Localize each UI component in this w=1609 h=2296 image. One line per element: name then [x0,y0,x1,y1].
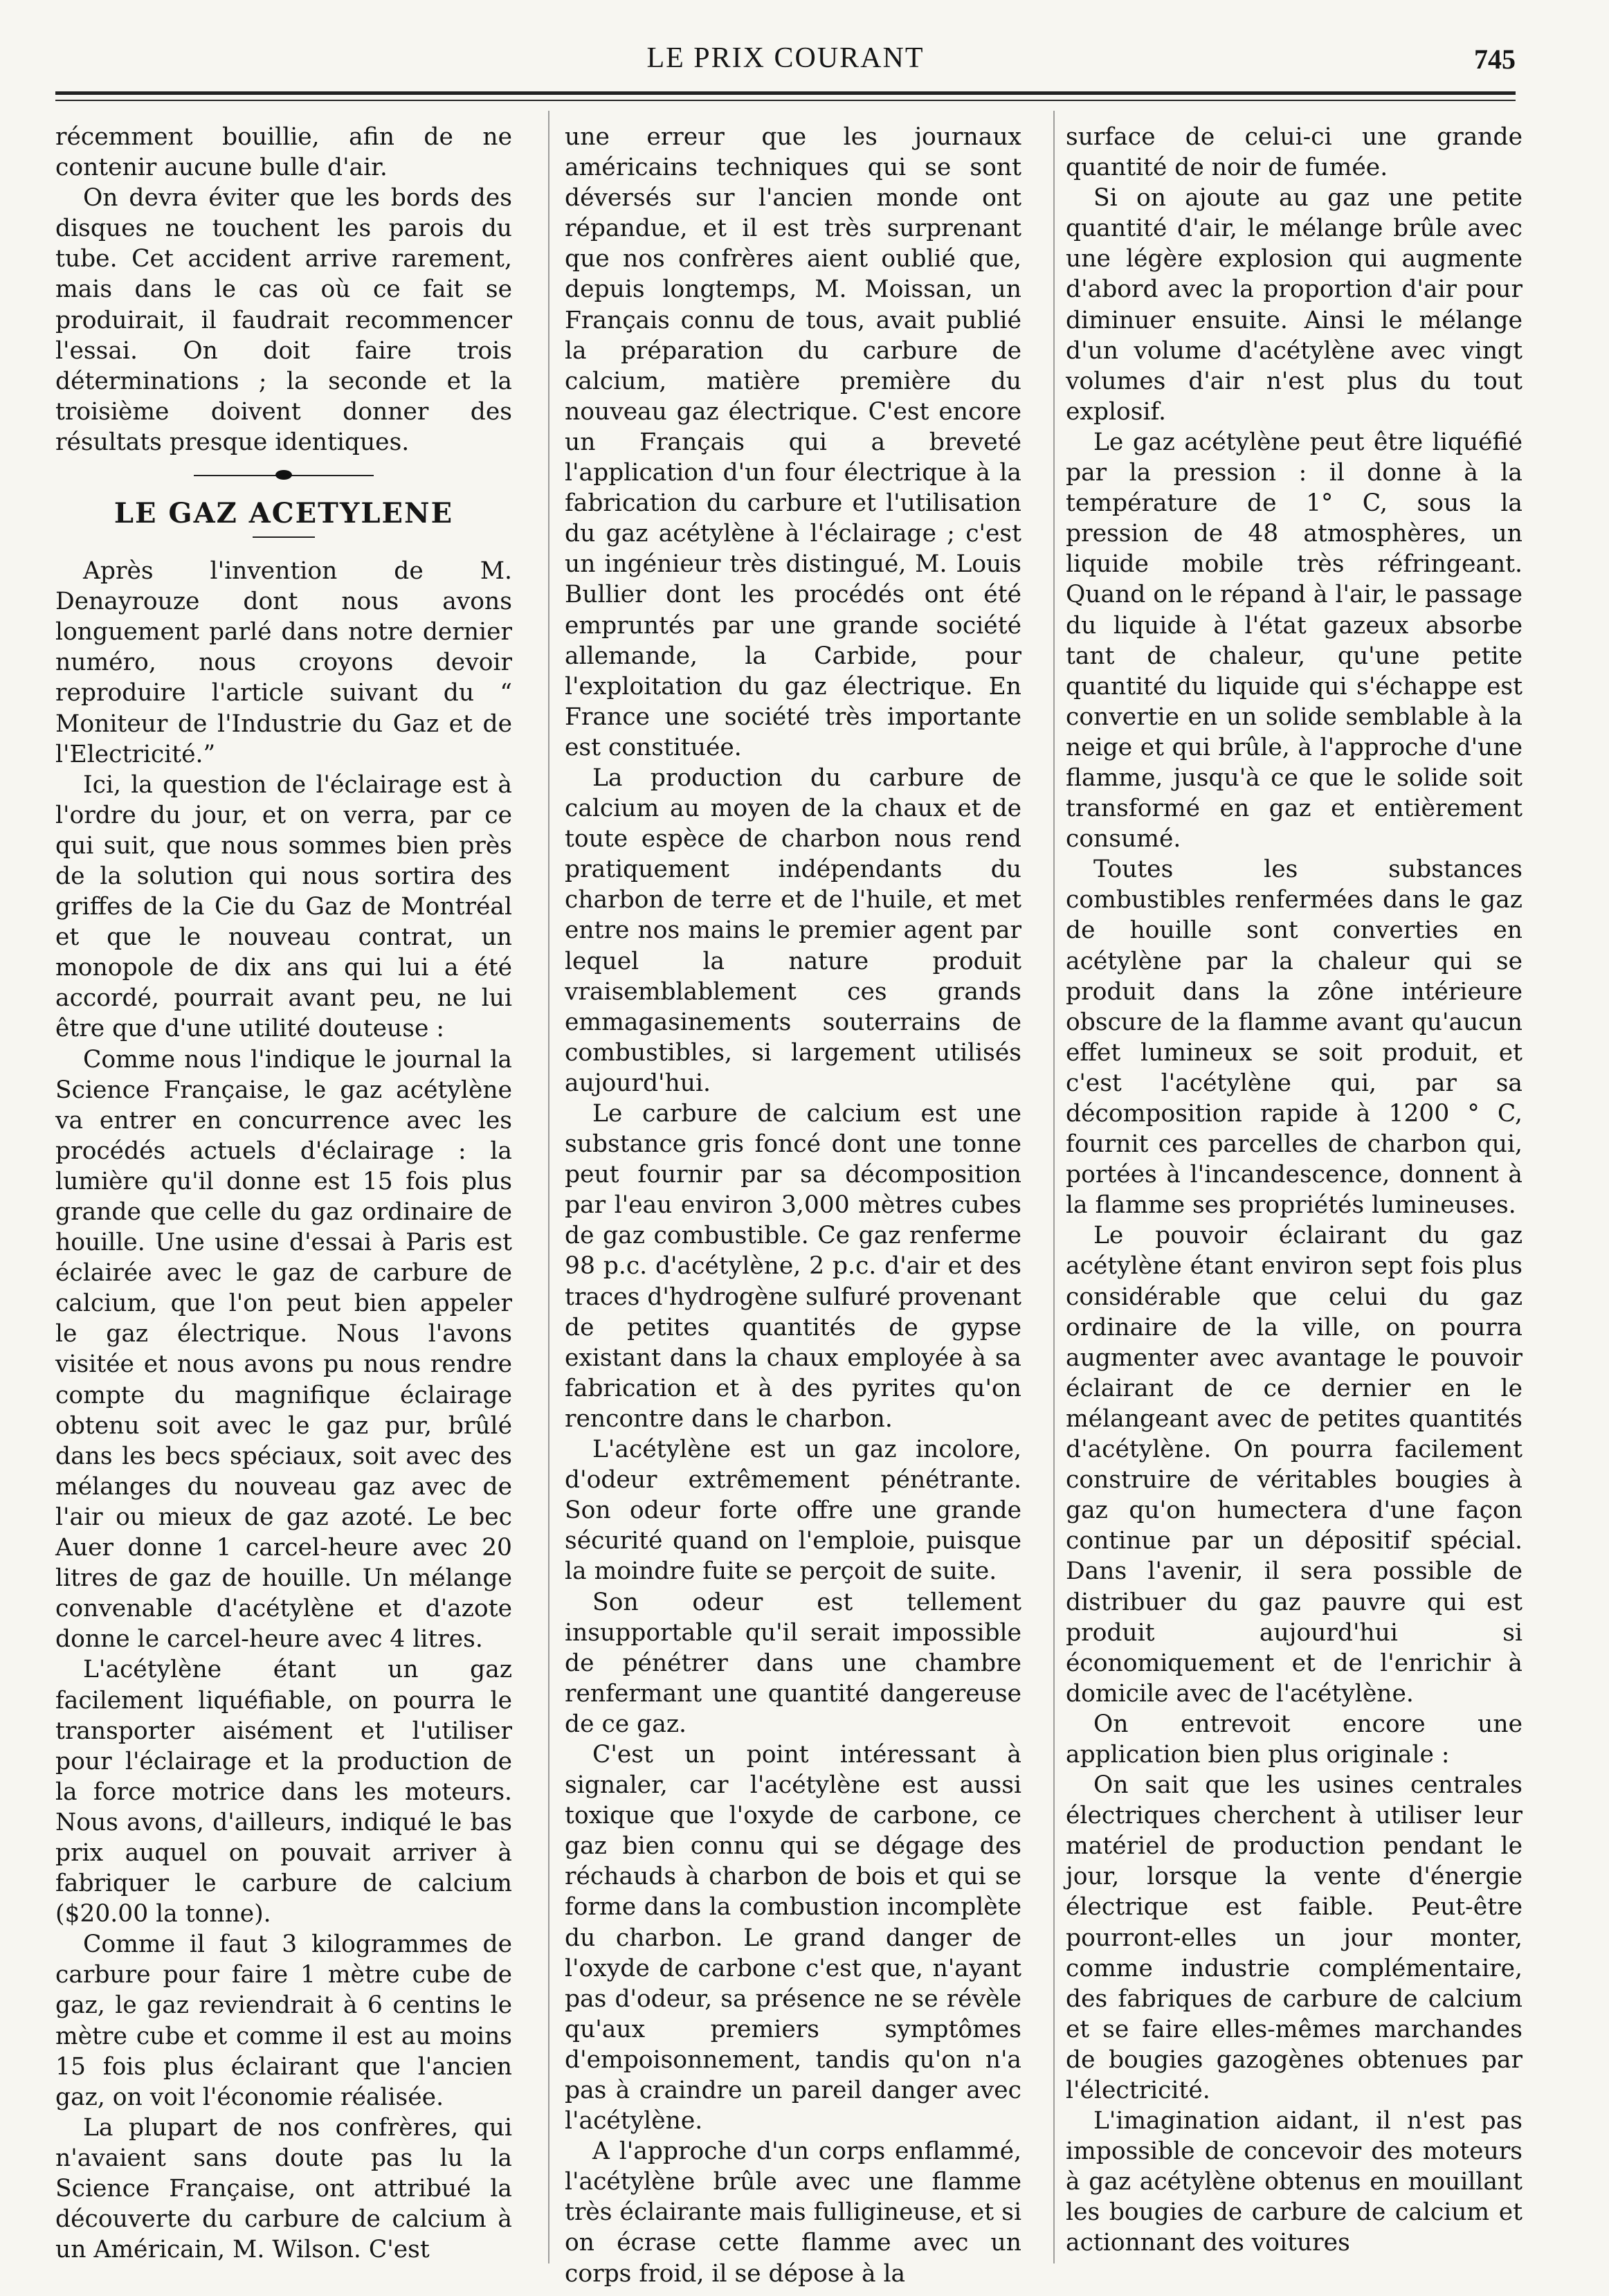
paragraph: surface de celui-ci une grande quantité de noir de fumée. [1066,123,1522,182]
page-number: 745 [1474,44,1516,75]
paragraph: L'acétylène étant un gaz facilement liquéfiable, on pourra le transporter aisément et l'utiliser pour l'éclairage et la production de la force motrice dans les moteurs. Nous avons, d'ailleurs, indiqué le bas prix auquel on pouvait arriver à fabriquer le carbure de calcium ($20.00 la tonne). [55,1656,512,1928]
paragraph: Si on ajoute au gaz une petite quantité d'air, le mélange brûle avec une légère explosion qui augmente d'abord avec la proportion d'air pour diminuer ensuite. Ainsi le mélange d'un volume d'acétylène avec vingt volumes d'air n'est plus du tout explosif. [1066,184,1522,426]
paragraph: Ici, la question de l'éclairage est à l'ordre du jour, et on verra, par ce qui suit, que nous sommes bien près de la solution qui nous sortira des griffes de la Cie du Gaz de Montréal et que le nouveau contrat, un monopole de dix ans qui lui a été accordé, pourrait avant peu, ne lui être que d'une utilité douteuse : [55,770,512,1043]
paragraph: On entrevoit encore une application bien plus originale : [1066,1710,1522,1769]
header-rule-thick [55,91,1516,95]
paragraph: L'imagination aidant, il n'est pas impossible de concevoir des moteurs à gaz acétylène obtenus en mouillant les bougies de carbure de calcium et actionnant des voitures [1066,2107,1522,2257]
paragraph: On sait que les usines centrales électriques cherchent à utiliser leur matériel de production pendant le jour, lorsque la vente d'énergie électrique est faible. Peut-être pourront-elles un jour monter, comme industrie complémentaire, des fabriques de carbure de calcium et se faire elles-mêmes marchandes de bougies gazogènes obtenues par l'électricité. [1066,1771,1522,2104]
column-1 [55,122,512,2264]
paragraph: Toutes les substances combustibles renfermées dans le gaz de houille sont converties en acétylène par la chaleur qui se produit dans la zône intérieure obscure de la flamme avant qu'aucun effet lumineux se soit produit, et c'est l'acétylène qui, par sa décomposition rapide à 1200 ° C, fournit ces parcelles de charbon qui, portées à l'incandescence, donnent à la flamme ses propriétés lumineuses. [1066,856,1522,1220]
column-divider [548,111,549,2263]
paragraph: Comme nous l'indique le journal la Science Française, le gaz acétylène va entrer en concurrence avec les procédés actuels d'éclairage : la lumière qu'il donne est 15 fois plus grande que celle du gaz ordinaire de houille. Une usine d'essai à Paris est éclairée avec le gaz de carbure de calcium, que l'on peut bien appeler le gaz électrique. Nous l'avons visitée et nous avons pu nous rendre compte du magnifique éclairage obtenu soit avec le gaz pur, brûlé dans les becs spéciaux, soit avec des mélanges du nouveau gaz avec de l'air ou mieux de gaz azoté. Le bec Auer donne 1 carcel-heure avec 20 litres de gaz de houille. Un mélange convenable d'acétylène et d'azote donne le carcel-heure avec 4 litres. [55,1045,512,1654]
section-ornament [55,458,512,492]
ornament-dot [275,470,292,480]
paragraph: On devra éviter que les bords des disques ne touchent les parois du tube. Cet accident arrive rarement, mais dans le cas où ce fait se produirait, il faudrait recommencer l'essai. On doit faire trois déterminations ; la seconde et la troisième doivent donner des résultats presque identiques. [55,184,512,456]
page-header [55,42,1516,83]
running-title: LE PRIX COURANT [646,42,925,74]
paragraph: récemment bouillie, afin de ne contenir aucune bulle d'air. [55,123,512,182]
paragraph: La plupart de nos confrères, qui n'avaient sans doute pas lu la Science Française, ont attribué la découverte du carbure de calcium à un Américain, M. Wilson. C'est [55,2113,512,2264]
article-title: LE GAZ ACETYLENE [113,497,454,530]
paragraph: une erreur que les journaux américains techniques qui se sont déversés sur l'ancien monde ont répandue, et il est très surprenant que nos confrères aient oublié que, depuis longtemps, M. Moissan, un Français connu de tous, avait publié la préparation du carbure de calcium, matière première du nouveau gaz électrique. C'est encore un Français qui a breveté l'application d'un four électrique à la fabrication du carbure et l'utilisation du gaz acétylène à l'éclairage ; c'est un ingénieur très distingué, M. Louis Bullier dont les procédés ont été empruntés par une grande société allemande, la Carbide, pour l'exploitation du gaz électrique. En France une société très importante est constituée. [565,123,1021,761]
paragraph: L'acétylène est un gaz incolore, d'odeur extrêmement pénétrante. Son odeur forte offre une grande sécurité quand on l'emploie, puisque la moindre fuite se perçoit de suite. [565,1436,1021,1586]
paragraph: La production du carbure de calcium au moyen de la chaux et de toute espèce de charbon nous rend pratiquement indépendants du charbon de terre et de l'huile, et met entre nos mains le premier agent par lequel la nature produit vraisemblablement ces grands emmagasinements souterrains de combustibles, si largement utilisés aujourd'hui. [565,763,1021,1097]
paragraph: C'est un point intéressant à signaler, car l'acétylène est aussi toxique que l'oxyde de carbone, ce gaz bien connu qui se dégage des réchauds à charbon de bois et qui se forme dans la combustion incomplète du charbon. Le grand danger de l'oxyde de carbone c'est que, n'ayant pas d'odeur, sa présence ne se révèle qu'aux premiers symptômes d'empoisonnement, tandis qu'on n'a pas à craindre un pareil danger avec l'acétylène. [565,1740,1021,2135]
column-divider [1053,111,1055,2263]
paragraph: Après l'invention de M. Denayrouze dont nous avons longuement parlé dans notre dernier numéro, nous croyons devoir reproduire l'article suivant du “ Moniteur de l'Industrie du Gaz et de l'Electricité.” [55,557,512,768]
paragraph: A l'approche d'un corps enflammé, l'acétylène brûle avec une flamme très éclairante mais fulligineuse, et si on écrase cette flamme avec un corps froid, il se dépose à la [565,2137,1021,2288]
paragraph: Son odeur est tellement insupportable qu'il serait impossible de pénétrer dans une chambre renfermant une quantité dangereuse de ce gaz. [565,1588,1021,1738]
paragraph: Le carbure de calcium est une substance gris foncé dont une tonne peut fournir par sa décomposition par l'eau environ 3,000 mètres cubes de gaz combustible. Ce gaz renferme 98 p.c. d'acétylène, 2 p.c. d'air et des traces d'hydrogène sulfuré provenant de petites quantités de gypse existant dans la chaux employée à sa fabrication et à des pyrites qu'on rencontre dans le charbon. [565,1100,1022,1433]
column-3 [1066,122,1522,2261]
column-2 [565,122,1022,2288]
paragraph: Comme il faut 3 kilogrammes de carbure pour faire 1 mètre cube de gaz, le gaz reviendrait à 6 centins le mètre cube et comme il est au moins 15 fois plus éclairant que l'ancien gaz, on voit l'économie réalisée. [55,1931,512,2111]
title-rule [253,536,315,538]
header-rule-thin [55,100,1516,101]
paragraph: Le gaz acétylène peut être liquéfié par la pression : il donne à la température de 1° C, sous la pression de 48 atmosphères, un liquide mobile très réfringeant. Quand on le répand à l'air, le passage du liquide à l'état gazeux absorbe tant de chaleur, qu'une petite quantité du liquide qui s'échappe est convertie en un solide semblable à la neige et qui brûle, à l'approche d'une flamme, jusqu'à ce que le solide soit transformé en gaz et entièrement consumé. [1066,428,1522,853]
paragraph: Le pouvoir éclairant du gaz acétylène étant environ sept fois plus considérable que celui du gaz ordinaire de la ville, on pourra augmenter avec avantage le pouvoir éclairant de ce dernier en le mélangeant avec de petites quantités d'acétylène. On pourra facilement construire de véritables bougies à gaz qu'on humectera d'une façon continue par un dépositif spécial. Dans l'avenir, il sera possible de distribuer du gaz pauvre qui est produit aujourd'hui si économiquement et de l'enrichir à domicile avec de l'acétylène. [1066,1222,1522,1708]
